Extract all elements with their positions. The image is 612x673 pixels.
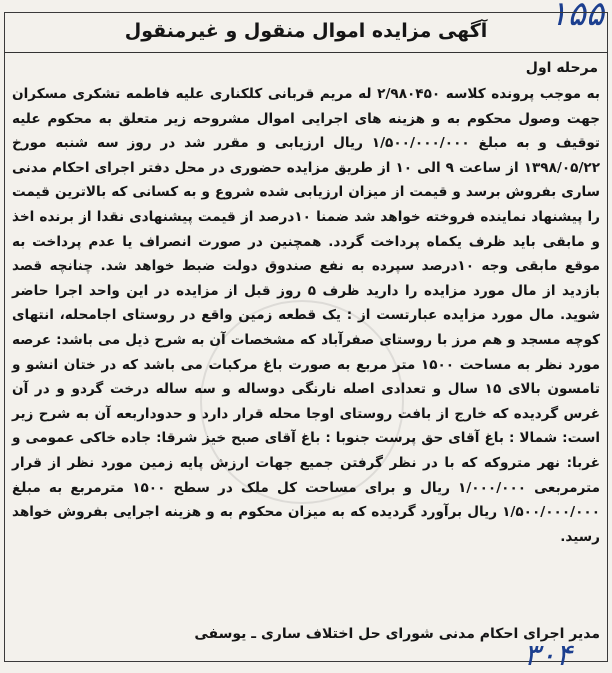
notice-body: به موجب پرونده کلاسه ۲/۹۸۰۴۵۰ له مریم قربانی کلکناری علیه فاطمه تشکری مسکران جهت وصول محکوم به و هزینه های اجرایی اموال مشروحه زیر متعلق به محکوم علیه توقیف و به مبلغ ۱/۵۰۰/۰۰۰/۰۰۰ ریال ارزیابی و مقرر شد در روز سه شنبه مورخ ۱۳۹۸/۰۵/۲۲ از ساعت ۹ الی ۱۰ از طریق مزایده حضوری در محل دفتر اجرای احکام مدنی ساری بفروش برسد و قیمت از میزان ارزیابی شده شروع و به کسانی که بالاترین قیمت را پیشنهاد نماینده فروخته خواهد شد ضمنا ۱۰درصد از قیمت پیشنهادی نقدا از برنده اخذ و مابقی باید ظرف یکماه پرداخت گردد. همچنین در صورت انصراف یا عدم پرداخت به موقع مابقی وجه ۱۰درصد سپرده به نفع صندوق دولت ضبط خواهد شد. چنانچه قصد بازدید از مال مورد مزایده را دارید ظرف ۵ روز قبل از مزایده در این واحد اجرا حاضر شوید. مال مورد مزایده عبارتست از : یک قطعه زمین واقع در روستای اجامحله، انتهای کوچه مسجد و هم مرز با روستای صفرآباد که مشخصات آن به شرح ذیل می باشد: عرصه مورد نظر به مساحت ۱۵۰۰ متر مربع به صورت باغ مرکبات می باشد که در ختان انشو و تامسون بالای ۱۵ سال و تعدادی اصله نارنگی دوساله و سه ساله درخت گردو و در آن غرس گردیده که خارج از بافت روستای اوجا محله قرار دارد و حدوداربعه آن به شرح زیر است: شمالا : باغ آقای حق پرست جنوبا : باغ آقای صبح خیز شرقا: جاده خاکی عمومی و غربا: نهر متروکه که با در نظر گرفتن جمیع جهات ارزش پایه زمین مورد نظر از قرار مترمربعی ۱/۰۰۰/۰۰۰ ریال و برای مساحت کل ملک در سطح ۱۵۰۰ مترمربع به مبلغ ۱/۵۰۰/۰۰۰/۰۰۰ ریال برآورد گردیده که به میزان محکوم به و هزینه اجرایی بفروش خواهد رسید. — [12, 86, 601, 545]
auction-stage: مرحله اول — [525, 60, 598, 76]
handwritten-number-bottom: ۳۰۴ — [523, 638, 572, 673]
handwritten-number-top: ۱۵۵ — [549, 0, 604, 34]
notice-signature: مدیر اجرای احکام مدنی شورای حل اختلاف ساری ـ یوسفی — [194, 626, 600, 642]
title-divider — [4, 52, 608, 53]
notice-title: آگهی مزایده اموال منقول و غیرمنقول — [124, 20, 488, 42]
